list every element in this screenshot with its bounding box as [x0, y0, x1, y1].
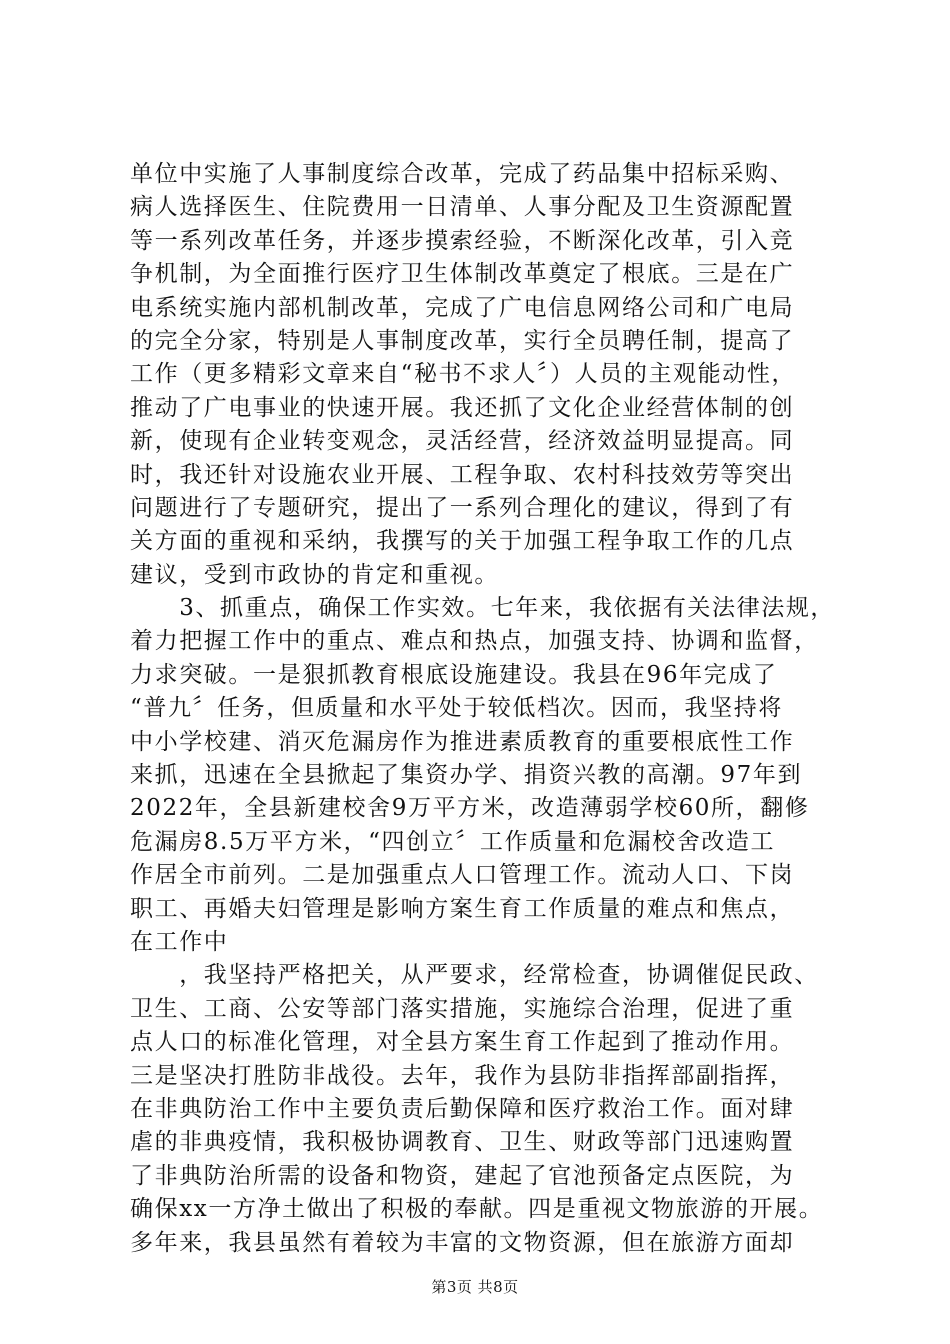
document-body: [130, 158, 855, 1260]
text-line: 建议，受到市政协的肯定和重视。: [130, 561, 499, 588]
text-line: 卫生、工商、公安等部门落实措施，实施综合治理，促进了重: [130, 995, 795, 1022]
text-line: 多年来，我县虽然有着较为丰富的文物资源，但在旅游方面却: [130, 1229, 795, 1256]
text-line: 电系统实施内部机制改革，完成了广电信息网络公司和广电局: [130, 294, 795, 321]
text-line: 推动了广电事业的快速开展。我还抓了文化企业经营体制的创: [130, 394, 795, 421]
text-line: 单位中实施了人事制度综合改革，完成了药品集中招标采购、: [130, 161, 795, 187]
text-line: 工作（更多精彩文章来自“秘书不求人〞）人员的主观能动性，: [130, 361, 797, 388]
text-line: 三是坚决打胜防非战役。去年，我作为县防非指挥部副指挥，: [130, 1062, 795, 1089]
text-line: 职工、再婚夫妇管理是影响方案生育工作质量的难点和焦点，: [130, 895, 795, 922]
text-line: 虐的非典疫情，我积极协调教育、卫生、财政等部门迅速购置: [130, 1129, 795, 1156]
text-line: 作居全市前列。二是加强重点人口管理工作。流动人口、下岗: [130, 862, 795, 889]
text-line: 3、抓重点，确保工作实效。七年来，我依据有关法律法规，: [130, 595, 836, 622]
text-line: 问题进行了专题研究，提出了一系列合理化的建议，得到了有: [130, 494, 795, 521]
text-line: 2022年，全县新建校舍9万平方米，改造薄弱学校60所，翻修: [130, 795, 810, 822]
text-line: 时，我还针对设施农业开展、工程争取、农村科技效劳等突出: [130, 461, 795, 488]
text-line: 危漏房8.5万平方米，“四创立〞工作质量和危漏校舍改造工: [130, 828, 776, 855]
text-line: 在非典防治工作中主要负责后勤保障和医疗救治工作。面对肆: [130, 1095, 795, 1122]
text-line: 了非典防治所需的设备和物资，建起了官池预备定点医院，为: [130, 1162, 795, 1189]
page-footer: 第3页 共8页: [431, 1278, 519, 1296]
text-line: 中小学校建、消灭危漏房作为推进素质教育的重要根底性工作: [130, 728, 795, 755]
text-line: 关方面的重视和采纳，我撰写的关于加强工程争取工作的几点: [130, 528, 795, 555]
text-line: 着力把握工作中的重点、难点和热点，加强支持、协调和监督，: [130, 628, 819, 655]
text-line: 等一系列改革任务，并逐步摸索经验，不断深化改革，引入竞: [130, 227, 795, 254]
text-line: “普九〞任务，但质量和水平处于较低档次。因而，我坚持将: [130, 695, 783, 722]
text-line: 力求突破。一是狠抓教育根底设施建设。我县在96年完成了: [130, 661, 778, 688]
text-line: 病人选择医生、住院费用一日清单、人事分配及卫生资源配置: [130, 194, 795, 221]
text-line: 新，使现有企业转变观念，灵活经营，经济效益明显提高。同: [130, 428, 795, 455]
text-line: 来抓，迅速在全县掀起了集资办学、捐资兴教的高潮。97年到: [130, 762, 803, 789]
text-line: 争机制，为全面推行医疗卫生体制改革奠定了根底。三是在广: [130, 261, 795, 288]
text-line: 点人口的标准化管理，对全县方案生育工作起到了推动作用。: [130, 1029, 795, 1056]
text-line: 的完全分家，特别是人事制度改革，实行全员聘任制，提高了: [130, 327, 795, 354]
text-line: ，我坚持严格把关，从严要求，经常检查，协调催促民政、: [130, 962, 819, 989]
text-line: 在工作中: [130, 928, 229, 955]
text-line: 确保xx一方净土做出了积极的奉献。四是重视文物旅游的开展。: [130, 1196, 824, 1223]
